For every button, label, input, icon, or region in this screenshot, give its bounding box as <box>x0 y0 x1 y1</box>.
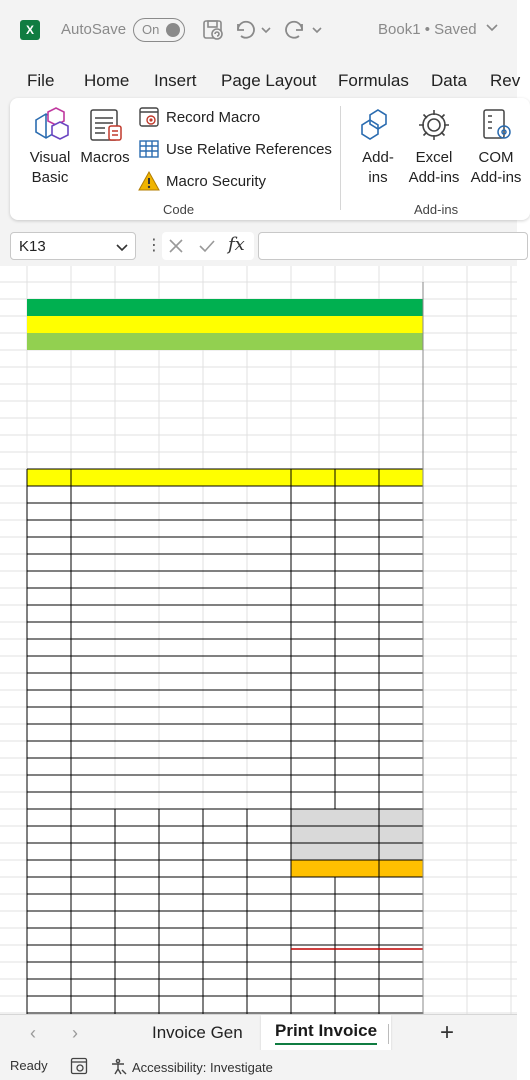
visual-basic-label-1: Visual <box>29 149 71 166</box>
toggle-knob <box>166 23 180 37</box>
name-box-value: K13 <box>19 238 46 255</box>
grid-canvas[interactable] <box>0 266 517 1014</box>
active-tab-underline <box>275 1043 377 1045</box>
address-banner <box>27 316 423 333</box>
tab-file[interactable]: File <box>27 71 55 90</box>
macro-record-status-icon[interactable] <box>70 1057 88 1075</box>
cancel-icon[interactable] <box>168 238 184 254</box>
visual-basic-button[interactable] <box>26 106 74 188</box>
record-macro-button[interactable] <box>138 105 260 129</box>
macro-security-label: Macro Security <box>166 172 267 190</box>
grand-total-label-fill <box>291 860 379 877</box>
enter-icon[interactable] <box>198 238 216 254</box>
company-banner <box>27 299 423 316</box>
sheet-tabs-bar <box>0 1014 517 1050</box>
addins-button[interactable] <box>356 106 400 188</box>
sheet-tab-invoice-gen[interactable]: Invoice Gen <box>152 1023 243 1042</box>
sheet-tab-print-invoice[interactable] <box>261 1015 391 1051</box>
tab-review[interactable]: Rev <box>490 71 521 90</box>
accessibility-icon <box>110 1058 128 1076</box>
addins-group-label: Add-ins <box>414 202 459 217</box>
ribbon-group-separator <box>340 106 341 210</box>
invoice-banner <box>27 333 423 350</box>
accessibility-status[interactable] <box>110 1058 273 1076</box>
autosave-label: AutoSave <box>61 21 127 38</box>
macros-button[interactable] <box>80 106 130 168</box>
totals-label-fill <box>291 809 379 860</box>
gear-icon <box>414 106 454 144</box>
status-bar <box>0 1050 517 1080</box>
addins-label-1: Add- <box>362 149 394 166</box>
record-macro-label: Record Macro <box>166 108 261 126</box>
grand-total-value-fill <box>379 860 423 877</box>
accessibility-label: Accessibility: Investigate <box>132 1059 273 1075</box>
addins-label-2: ins <box>368 169 388 186</box>
macros-icon <box>85 106 125 144</box>
save-icon[interactable] <box>200 17 226 43</box>
sheet-tab-print-invoice-label: Print Invoice <box>275 1021 378 1040</box>
undo-icon[interactable] <box>232 17 258 43</box>
tab-formulas[interactable]: Formulas <box>338 71 409 90</box>
macros-label: Macros <box>80 149 130 166</box>
com-addins-button[interactable] <box>468 106 524 188</box>
excel-addins-label-2: Add-ins <box>408 169 460 186</box>
formula-buttons <box>162 232 254 260</box>
insert-function-icon[interactable]: fx <box>228 234 245 255</box>
warning-icon <box>138 170 160 192</box>
tab-home[interactable]: Home <box>84 71 130 90</box>
ribbon-area <box>0 98 522 226</box>
excel-addins-button[interactable] <box>406 106 462 188</box>
status-ready: Ready <box>10 1058 48 1073</box>
next-sheet-icon[interactable]: › <box>72 1023 78 1043</box>
visual-basic-label-2: Basic <box>31 169 69 186</box>
excel-addins-label-1: Excel <box>415 149 453 166</box>
workbook-title-text: Book1 • Saved <box>378 21 477 38</box>
ribbon-developer <box>10 98 530 220</box>
spreadsheet-grid[interactable] <box>0 266 517 1014</box>
menu-bar <box>0 60 521 98</box>
tab-insert[interactable]: Insert <box>154 71 197 90</box>
chevron-down-icon[interactable] <box>115 240 129 254</box>
autosave-toggle[interactable] <box>133 18 185 42</box>
redo-icon[interactable] <box>282 17 308 43</box>
chevron-down-icon <box>485 22 499 34</box>
code-group-label: Code <box>163 202 195 217</box>
table-header-fill <box>27 469 423 486</box>
add-sheet-icon[interactable]: + <box>440 1019 455 1046</box>
com-addins-label-2: Add-ins <box>470 169 522 186</box>
formula-input[interactable] <box>258 232 528 260</box>
totals-value-fill <box>379 809 423 860</box>
relative-references-icon <box>138 138 160 160</box>
formula-bar <box>0 226 517 266</box>
tab-page-layout[interactable]: Page Layout <box>221 71 317 90</box>
com-addins-label-1: COM <box>478 149 514 166</box>
prev-sheet-icon[interactable]: ‹ <box>30 1023 36 1043</box>
macro-security-button[interactable] <box>138 169 266 193</box>
redo-dropdown-icon[interactable] <box>310 17 324 43</box>
visual-basic-icon <box>30 106 70 144</box>
workbook-title[interactable] <box>378 21 499 38</box>
use-relative-label: Use Relative References <box>166 140 332 158</box>
title-bar <box>0 0 517 60</box>
use-relative-references-button[interactable] <box>138 137 332 161</box>
addins-icon <box>358 106 398 144</box>
undo-dropdown-icon[interactable] <box>259 17 273 43</box>
tab-data[interactable]: Data <box>431 71 467 90</box>
com-addins-icon <box>476 106 516 144</box>
autosave-toggle-state: On <box>142 22 160 37</box>
formula-bar-options-icon[interactable]: ⋮ <box>146 237 162 254</box>
record-macro-icon <box>138 106 160 128</box>
excel-logo-icon[interactable]: X <box>20 20 40 40</box>
name-box[interactable] <box>10 232 136 260</box>
tab-separator <box>388 1024 389 1044</box>
